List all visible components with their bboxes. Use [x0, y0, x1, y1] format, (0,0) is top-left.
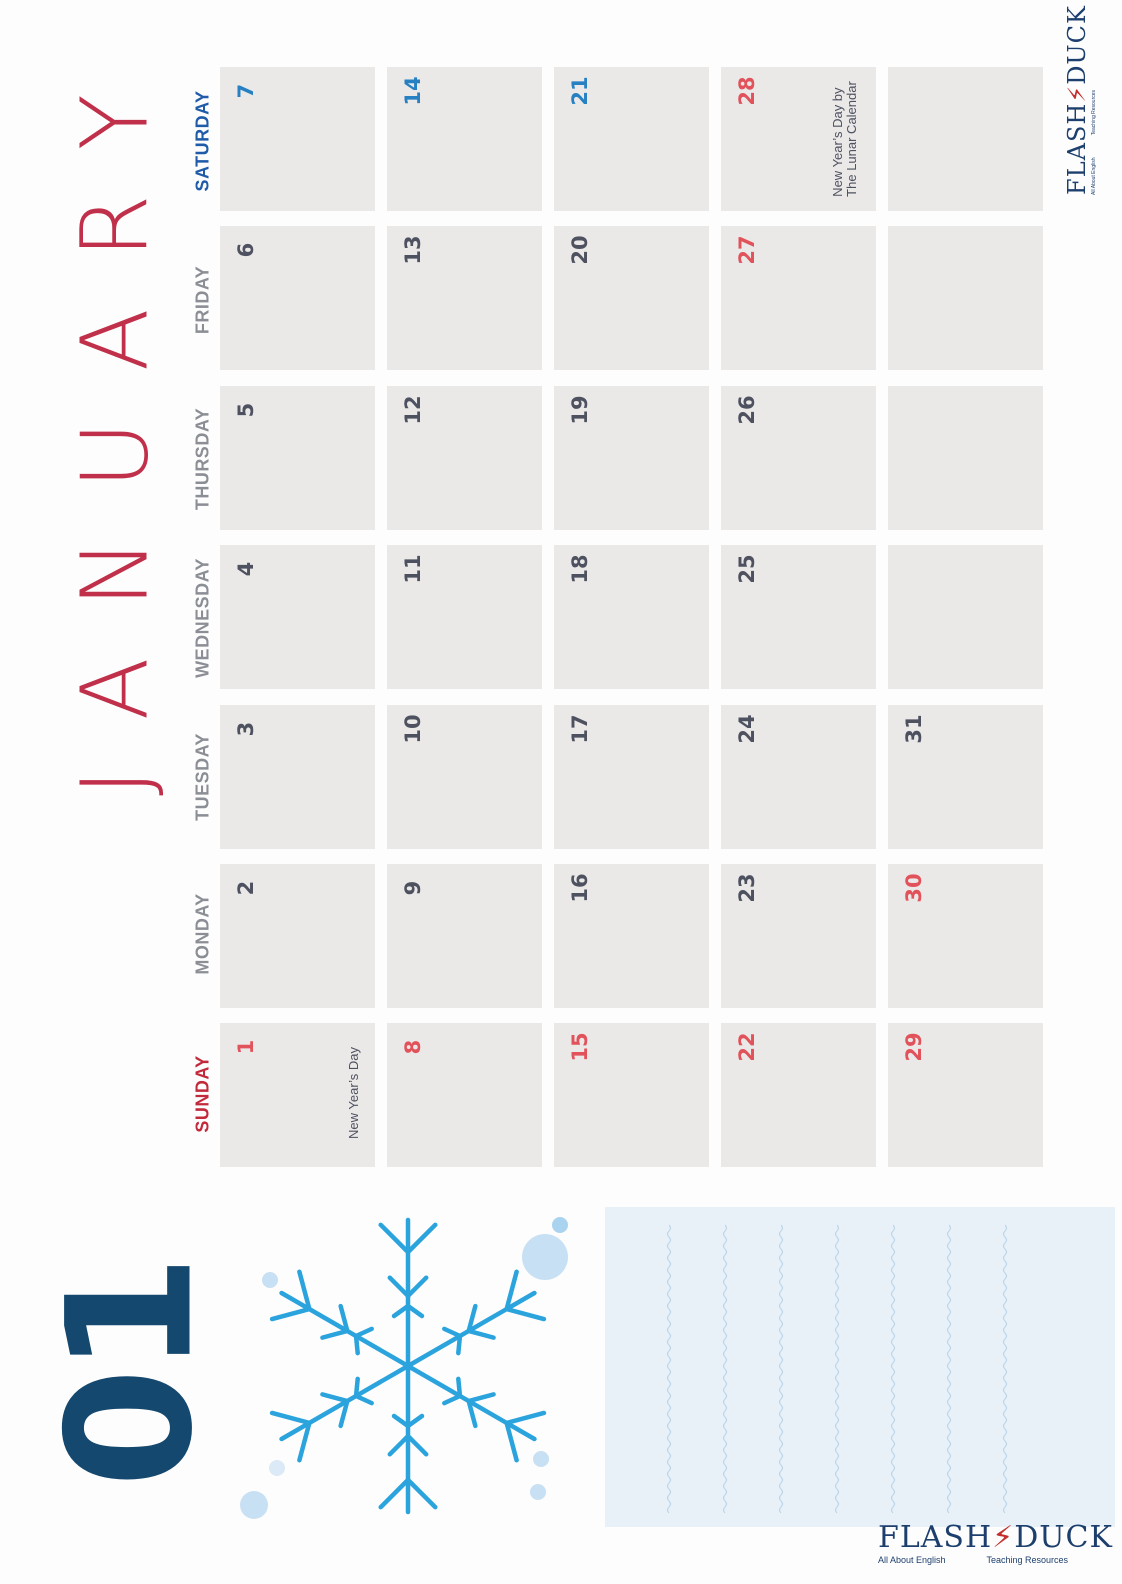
- day-header-0: SUNDAY: [192, 1055, 213, 1133]
- calendar-cell[interactable]: [888, 386, 1043, 530]
- date-number: 22: [735, 1032, 759, 1062]
- calendar-cell[interactable]: [554, 386, 709, 530]
- calendar-cell[interactable]: [888, 226, 1043, 370]
- calendar-cell[interactable]: [554, 545, 709, 689]
- date-number: 8: [401, 1039, 425, 1055]
- calendar-cell[interactable]: [387, 705, 542, 849]
- date-number: 31: [902, 714, 926, 744]
- calendar-cell[interactable]: [888, 545, 1043, 689]
- calendar-cell[interactable]: [888, 1023, 1043, 1167]
- brand-logo-name: FLASH⚡DUCK: [878, 1520, 1113, 1555]
- day-header-3: WEDNESDAY: [192, 558, 213, 678]
- date-number: 26: [735, 395, 759, 425]
- day-header-5: FRIDAY: [192, 265, 213, 335]
- date-number: 1: [234, 1039, 258, 1055]
- month-number: 01: [29, 1260, 231, 1488]
- date-number: 20: [568, 235, 592, 265]
- calendar-cell[interactable]: [554, 864, 709, 1008]
- holiday-label-line: The Lunar Calendar: [844, 81, 859, 197]
- date-number: 2: [234, 880, 258, 896]
- calendar-cell[interactable]: [721, 705, 876, 849]
- day-header-1: MONDAY: [192, 893, 213, 975]
- day-header-4: THURSDAY: [192, 407, 213, 511]
- brand-logo-top: [1063, 5, 1097, 195]
- calendar-cell[interactable]: [721, 386, 876, 530]
- calendar-cell[interactable]: [554, 705, 709, 849]
- date-number: 7: [234, 83, 258, 99]
- calendar-cell[interactable]: [721, 226, 876, 370]
- date-number: 21: [568, 76, 592, 106]
- holiday-label: [831, 81, 859, 197]
- calendar-cell[interactable]: [554, 1023, 709, 1167]
- notes-lines: [605, 1207, 1115, 1527]
- holiday-label-line: New Year’s Day by: [830, 87, 845, 197]
- notes-area[interactable]: [605, 1207, 1115, 1527]
- date-number: 9: [401, 880, 425, 896]
- date-number: 15: [568, 1032, 592, 1062]
- calendar-cell[interactable]: [387, 386, 542, 530]
- date-number: 13: [401, 235, 425, 265]
- holiday-label: New Year’s Day: [346, 1046, 361, 1140]
- calendar-cell[interactable]: [554, 226, 709, 370]
- snowflake-icon: [230, 1200, 590, 1530]
- date-number: 30: [902, 873, 926, 903]
- date-number: 6: [234, 242, 258, 258]
- date-number: 24: [735, 714, 759, 744]
- brand-logo-bottom: [878, 1520, 1113, 1565]
- calendar-cell[interactable]: [387, 1023, 542, 1167]
- calendar-cell[interactable]: [387, 864, 542, 1008]
- lightning-bolt-icon: ⚡: [992, 1520, 1015, 1555]
- calendar-cell[interactable]: [888, 67, 1043, 211]
- calendar-cell[interactable]: [387, 67, 542, 211]
- day-header-2: TUESDAY: [192, 733, 213, 821]
- date-number: 18: [568, 554, 592, 584]
- calendar-cell[interactable]: [220, 705, 375, 849]
- calendar-cell[interactable]: [721, 545, 876, 689]
- calendar-cell[interactable]: [554, 67, 709, 211]
- date-number: 4: [234, 561, 258, 577]
- date-number: 25: [735, 554, 759, 584]
- calendar-cell[interactable]: [888, 705, 1043, 849]
- date-number: 14: [401, 76, 425, 106]
- brand-tagline: All About English Teaching Resources: [878, 1555, 1068, 1565]
- calendar-cell[interactable]: [220, 545, 375, 689]
- month-title: JANUARY: [61, 44, 169, 796]
- date-number: 17: [568, 714, 592, 744]
- brand-logo-name: FLASH⚡DUCK: [1063, 5, 1091, 195]
- date-number: 28: [735, 76, 759, 106]
- day-header-6: SATURDAY: [192, 90, 213, 192]
- date-number: 5: [234, 402, 258, 418]
- date-number: 23: [735, 873, 759, 903]
- calendar-cell[interactable]: [387, 226, 542, 370]
- brand-tagline: All About English Teaching Resources: [1091, 89, 1097, 195]
- calendar-cell[interactable]: [220, 226, 375, 370]
- date-number: 27: [735, 235, 759, 265]
- date-number: 10: [401, 714, 425, 744]
- date-number: 11: [401, 554, 425, 584]
- calendar-cell[interactable]: [220, 67, 375, 211]
- calendar-cell[interactable]: [721, 864, 876, 1008]
- date-number: 16: [568, 873, 592, 903]
- calendar-cell[interactable]: [220, 1023, 375, 1167]
- date-number: 29: [902, 1032, 926, 1062]
- calendar-cell[interactable]: [721, 67, 876, 211]
- date-number: 3: [234, 721, 258, 737]
- calendar-cell[interactable]: [220, 864, 375, 1008]
- date-number: 19: [568, 395, 592, 425]
- calendar-cell[interactable]: [387, 545, 542, 689]
- calendar-cell[interactable]: [220, 386, 375, 530]
- calendar-cell[interactable]: [721, 1023, 876, 1167]
- lightning-bolt-icon: ⚡: [1063, 84, 1091, 103]
- date-number: 12: [401, 395, 425, 425]
- calendar-cell[interactable]: [888, 864, 1043, 1008]
